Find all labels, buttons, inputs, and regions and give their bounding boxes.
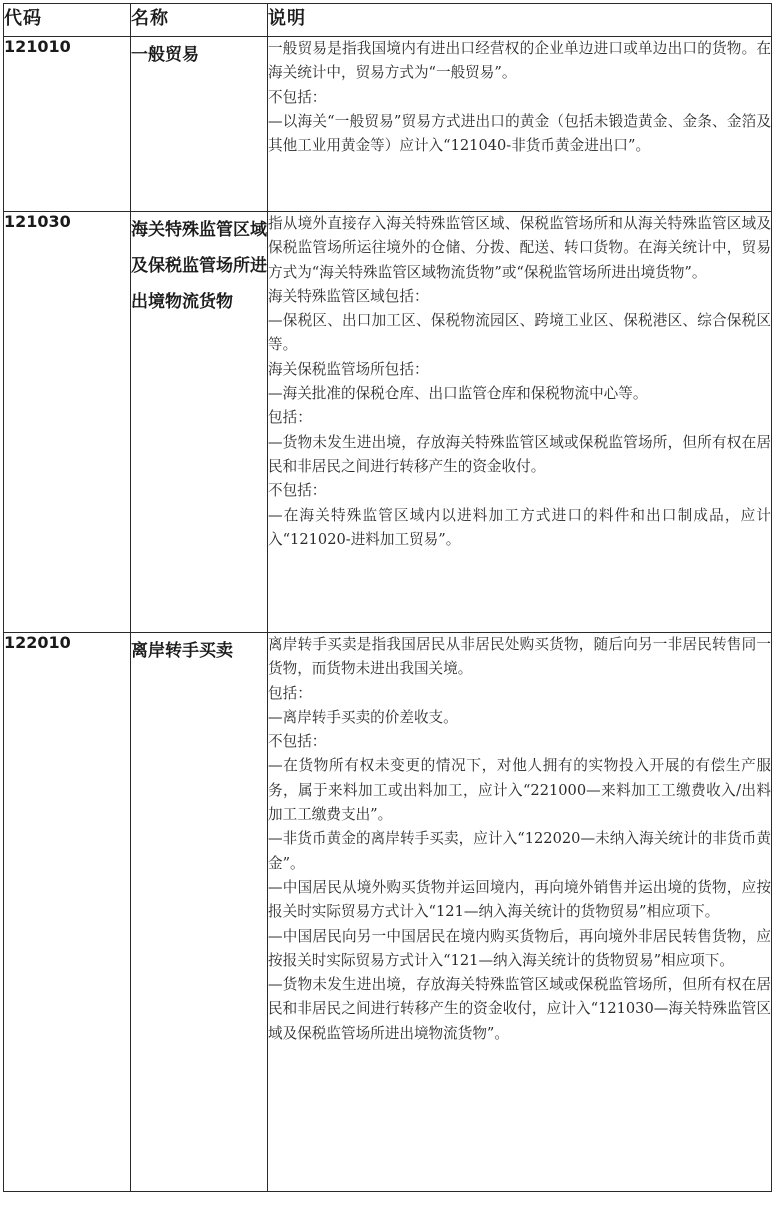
description-paragraph: —保税区、出口加工区、保税物流园区、跨境工业区、保税港区、综合保税区等。: [268, 312, 771, 354]
table-row: [4, 633, 772, 1192]
row-code: 121010: [4, 37, 131, 212]
description-paragraph: 包括：: [268, 409, 312, 427]
description-paragraph: —在货物所有权未变更的情况下，对他人拥有的实物投入开展的有偿生产服务，属于来料加工或出料加工，应计入“221000—来料加工工缴费收入/出料加工工缴费支出”。: [268, 757, 771, 824]
description-paragraph: 海关特殊监管区域包括：: [268, 287, 429, 305]
description-paragraph: —离岸转手买卖的价差收支。: [268, 708, 458, 726]
description-paragraph: —在海关特殊监管区域内以进料加工方式进口的料件和出口制成品，应计入“121020-进料加工贸易”。: [268, 506, 771, 548]
description-paragraph: —中国居民从境外购买货物并运回境内，再向境外销售并运出境的货物，应按报关时实际贸易方式计入“121—纳入海关统计的货物贸易”相应项下。: [268, 878, 771, 921]
description-paragraph: —货物未发生进出境，存放海关特殊监管区域或保税监管场所，但所有权在居民和非居民之间进行转移产生的资金收付，应计入“121030—海关特殊监管区域及保税监管场所进出境物流货物”。: [268, 976, 771, 1042]
description-paragraph: —海关批准的保税仓库、出口监管仓库和保税物流中心等。: [268, 385, 648, 403]
table-row: [4, 37, 772, 212]
table-row: [4, 212, 772, 633]
row-code: 122010: [4, 633, 131, 1192]
description-paragraph: 指从境外直接存入海关特殊监管区域、保税监管场所和从海关特殊监管区域及保税监管场所运往境外的仓储、分拨、配送、转口货物。在海关统计中，贸易方式为“海关特殊监管区域物流货物”或“保税监管场所进出境货物”。: [268, 215, 771, 281]
row-name: 离岸转手买卖: [131, 633, 268, 1192]
header-desc: 说明: [268, 4, 772, 37]
row-name: 一般贸易: [131, 37, 268, 212]
description-paragraph: 离岸转手买卖是指我国居民从非居民处购买货物，随后向另一非居民转售同一货物，而货物未进出我国关境。: [268, 636, 771, 678]
description-paragraph: 不包括：: [268, 88, 327, 106]
row-name: 海关特殊监管区域及保税监管场所进出境物流货物: [131, 212, 268, 633]
description-paragraph: —非货币黄金的离岸转手买卖，应计入“122020—未纳入海关统计的非货币黄金”。: [268, 830, 771, 872]
description-paragraph: 不包括：: [268, 733, 327, 751]
classification-table: [3, 3, 772, 1192]
description-paragraph: 包括：: [268, 684, 312, 702]
description-paragraph: —中国居民向另一中国居民在境内购买货物后，再向境外非居民转售货物，应按报关时实际贸易方式计入“121—纳入海关统计的货物贸易”相应项下。: [268, 927, 771, 969]
description-paragraph: 不包括：: [268, 482, 327, 500]
description-paragraph: —以海关“一般贸易”贸易方式进出口的黄金（包括未锻造黄金、金条、金箔及其他工业用黄金等）应计入“121040-非货币黄金进出口”。: [268, 112, 771, 155]
row-description: [268, 212, 772, 633]
description-paragraph: 一般贸易是指我国境内有进出口经营权的企业单边进口或单边出口的货物。在海关统计中，贸易方式为“一般贸易”。: [268, 40, 771, 82]
row-code: 121030: [4, 212, 131, 633]
header-code: 代码: [4, 4, 131, 37]
row-description: [268, 633, 772, 1192]
description-paragraph: 海关保税监管场所包括：: [268, 360, 429, 378]
table-header-row: [4, 4, 772, 37]
header-name: 名称: [131, 4, 268, 37]
description-paragraph: —货物未发生进出境，存放海关特殊监管区域或保税监管场所，但所有权在居民和非居民之间进行转移产生的资金收付。: [268, 433, 771, 475]
row-description: [268, 37, 772, 212]
